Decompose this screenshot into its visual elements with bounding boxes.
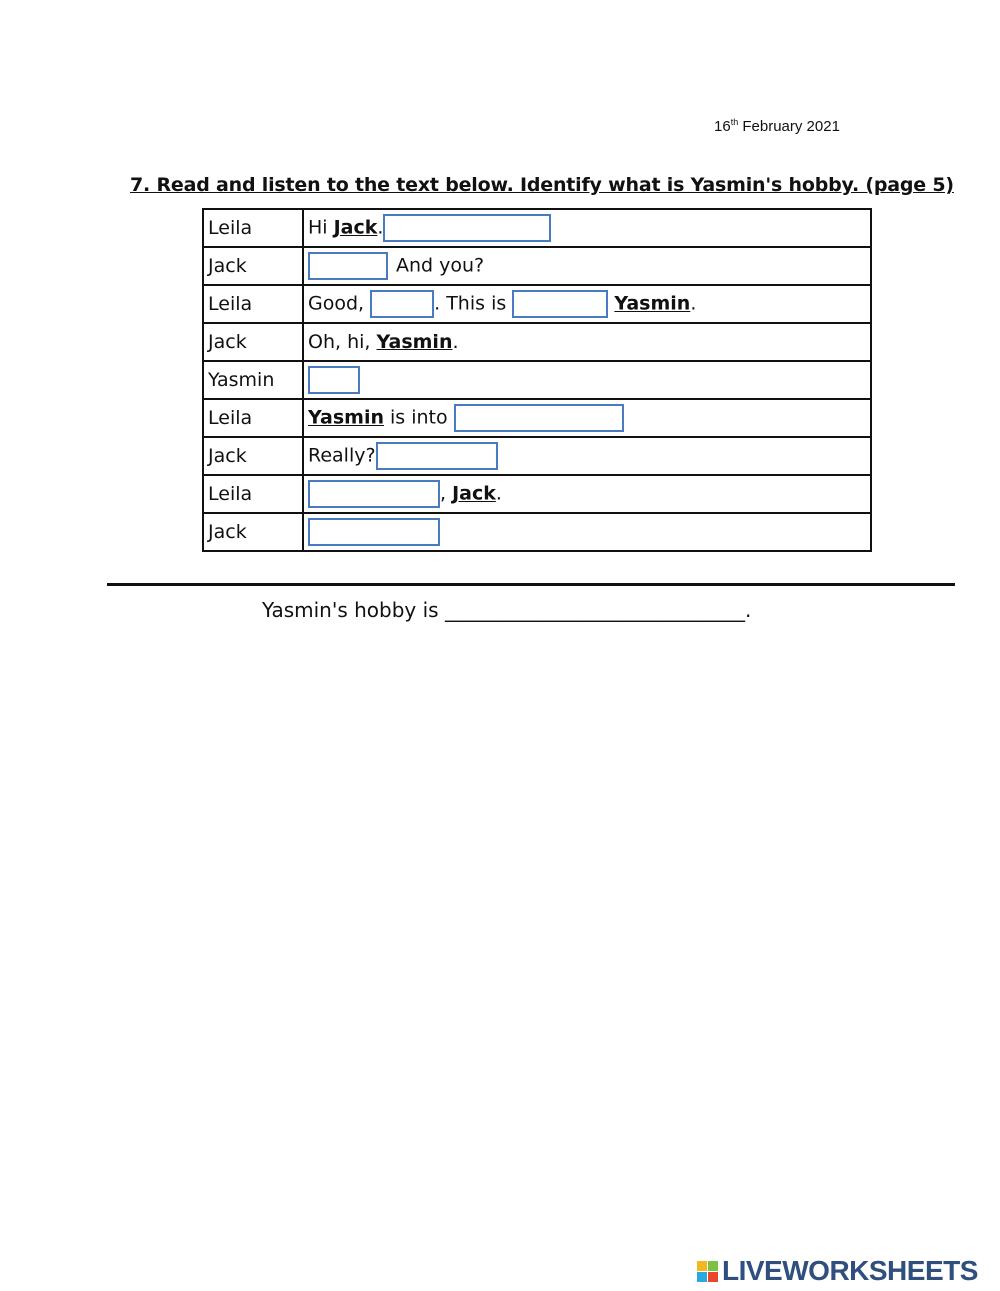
dialog-line: Hi Jack. xyxy=(303,209,871,247)
divider xyxy=(107,583,955,586)
dialog-line: , Jack. xyxy=(303,475,871,513)
dialog-line: Good, . This is Yasmin. xyxy=(303,285,871,323)
exercise-title: 7. Read and listen to the text below. Identify what is Yasmin's hobby. (page 5) xyxy=(130,174,954,196)
table-row xyxy=(203,437,871,475)
logo-text: LIVEWORKSHEETS xyxy=(722,1255,978,1286)
logo-square xyxy=(697,1261,707,1271)
answer-input[interactable] xyxy=(308,480,440,508)
answer-input[interactable] xyxy=(308,252,388,280)
logo-square xyxy=(708,1272,718,1282)
speaker-name: Leila xyxy=(203,399,303,437)
dialog-line xyxy=(303,513,871,551)
speaker-name: Yasmin xyxy=(203,361,303,399)
logo-square xyxy=(708,1261,718,1271)
speaker-name: Jack xyxy=(203,247,303,285)
dialog-line: And you? xyxy=(303,247,871,285)
speaker-name: Jack xyxy=(203,323,303,361)
speaker-name: Leila xyxy=(203,475,303,513)
speaker-name: Leila xyxy=(203,285,303,323)
table-row xyxy=(203,209,871,247)
speaker-name: Jack xyxy=(203,513,303,551)
logo-icon xyxy=(697,1261,718,1282)
answer-input[interactable] xyxy=(308,366,360,394)
answer-input[interactable] xyxy=(454,404,624,432)
liveworksheets-logo xyxy=(697,1255,978,1287)
table-row xyxy=(203,513,871,551)
table-row xyxy=(203,247,871,285)
table-row xyxy=(203,361,871,399)
hobby-answer-line: Yasmin's hobby is ______________________________. xyxy=(262,598,752,622)
dialog-line xyxy=(303,361,871,399)
answer-input[interactable] xyxy=(370,290,434,318)
dialog-line: Oh, hi, Yasmin. xyxy=(303,323,871,361)
table-row xyxy=(203,323,871,361)
speaker-name: Leila xyxy=(203,209,303,247)
table-row xyxy=(203,285,871,323)
dialog-line: Yasmin is into xyxy=(303,399,871,437)
dialog-line: Really? xyxy=(303,437,871,475)
logo-square xyxy=(697,1272,707,1282)
answer-input[interactable] xyxy=(308,518,440,546)
dialog-table xyxy=(202,208,872,552)
speaker-name: Jack xyxy=(203,437,303,475)
table-row xyxy=(203,475,871,513)
answer-input[interactable] xyxy=(512,290,608,318)
worksheet-date: 16th February 2021 xyxy=(714,117,840,135)
table-row xyxy=(203,399,871,437)
answer-input[interactable] xyxy=(376,442,498,470)
answer-input[interactable] xyxy=(383,214,551,242)
